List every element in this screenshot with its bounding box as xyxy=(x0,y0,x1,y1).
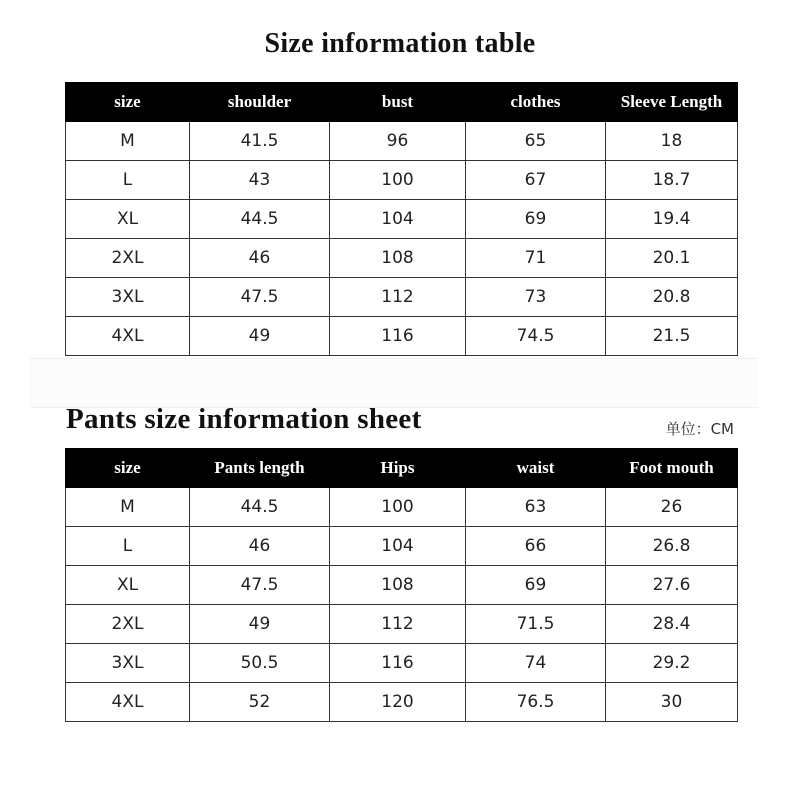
table-cell: 49 xyxy=(190,317,330,356)
table-cell: 69 xyxy=(466,200,606,239)
table-row xyxy=(66,605,738,644)
table-cell: 28.4 xyxy=(606,605,738,644)
table-row xyxy=(66,122,738,161)
table-cell: 19.4 xyxy=(606,200,738,239)
table-header-row xyxy=(66,449,738,488)
table-cell: 27.6 xyxy=(606,566,738,605)
table-cell: 52 xyxy=(190,683,330,722)
table-cell: L xyxy=(66,527,190,566)
table-cell: 116 xyxy=(330,317,466,356)
table-cell: 112 xyxy=(330,278,466,317)
table-row xyxy=(66,488,738,527)
table-cell: 65 xyxy=(466,122,606,161)
table-cell: 3XL xyxy=(66,278,190,317)
pants-table-title: Pants size information sheet xyxy=(66,403,422,435)
table-row xyxy=(66,317,738,356)
table-cell: XL xyxy=(66,566,190,605)
table-row xyxy=(66,683,738,722)
header-size: size xyxy=(66,449,190,488)
table-cell: 108 xyxy=(330,239,466,278)
table-cell: 76.5 xyxy=(466,683,606,722)
table-cell: 20.8 xyxy=(606,278,738,317)
table-cell: 120 xyxy=(330,683,466,722)
table-cell: 18.7 xyxy=(606,161,738,200)
table-row xyxy=(66,527,738,566)
unit-label: 单位：CM xyxy=(665,420,734,438)
table-row xyxy=(66,644,738,683)
header-foot-mouth: Foot mouth xyxy=(606,449,738,488)
header-pants-length: Pants length xyxy=(190,449,330,488)
table-cell: 108 xyxy=(330,566,466,605)
table-cell: 2XL xyxy=(66,239,190,278)
header-waist: waist xyxy=(466,449,606,488)
table-row xyxy=(66,239,738,278)
table-cell: 46 xyxy=(190,239,330,278)
table-cell: 3XL xyxy=(66,644,190,683)
table-cell: 43 xyxy=(190,161,330,200)
table-cell: 2XL xyxy=(66,605,190,644)
table-cell: 21.5 xyxy=(606,317,738,356)
table-cell: M xyxy=(66,122,190,161)
table-cell: 100 xyxy=(330,488,466,527)
top-size-table xyxy=(65,82,738,356)
table-row xyxy=(66,161,738,200)
table-cell: 20.1 xyxy=(606,239,738,278)
table-row xyxy=(66,566,738,605)
table-cell: 116 xyxy=(330,644,466,683)
table-cell: 44.5 xyxy=(190,200,330,239)
table-cell: 104 xyxy=(330,527,466,566)
table-cell: 46 xyxy=(190,527,330,566)
table-cell: 41.5 xyxy=(190,122,330,161)
divider-band xyxy=(30,358,758,408)
pants-size-table xyxy=(65,448,738,722)
table-cell: 74 xyxy=(466,644,606,683)
table-cell: 96 xyxy=(330,122,466,161)
table-cell: 73 xyxy=(466,278,606,317)
table-cell: 4XL xyxy=(66,683,190,722)
table-cell: 71 xyxy=(466,239,606,278)
header-shoulder: shoulder xyxy=(190,83,330,122)
table-cell: 63 xyxy=(466,488,606,527)
table-cell: 69 xyxy=(466,566,606,605)
table-cell: M xyxy=(66,488,190,527)
table-cell: L xyxy=(66,161,190,200)
header-sleeve-length: Sleeve Length xyxy=(606,83,738,122)
table-cell: 47.5 xyxy=(190,566,330,605)
table-header-row xyxy=(66,83,738,122)
top-table-title: Size information table xyxy=(264,28,536,59)
table-cell: 104 xyxy=(330,200,466,239)
table-cell: 44.5 xyxy=(190,488,330,527)
table-cell: 50.5 xyxy=(190,644,330,683)
table-row xyxy=(66,200,738,239)
table-cell: 100 xyxy=(330,161,466,200)
table-cell: 112 xyxy=(330,605,466,644)
header-size: size xyxy=(66,83,190,122)
table-cell: XL xyxy=(66,200,190,239)
table-cell: 4XL xyxy=(66,317,190,356)
table-cell: 26 xyxy=(606,488,738,527)
header-hips: Hips xyxy=(330,449,466,488)
table-cell: 30 xyxy=(606,683,738,722)
table-cell: 66 xyxy=(466,527,606,566)
header-clothes: clothes xyxy=(466,83,606,122)
table-cell: 29.2 xyxy=(606,644,738,683)
header-bust: bust xyxy=(330,83,466,122)
table-cell: 47.5 xyxy=(190,278,330,317)
table-cell: 71.5 xyxy=(466,605,606,644)
table-row xyxy=(66,278,738,317)
table-cell: 26.8 xyxy=(606,527,738,566)
table-cell: 49 xyxy=(190,605,330,644)
table-cell: 74.5 xyxy=(466,317,606,356)
table-cell: 67 xyxy=(466,161,606,200)
table-cell: 18 xyxy=(606,122,738,161)
